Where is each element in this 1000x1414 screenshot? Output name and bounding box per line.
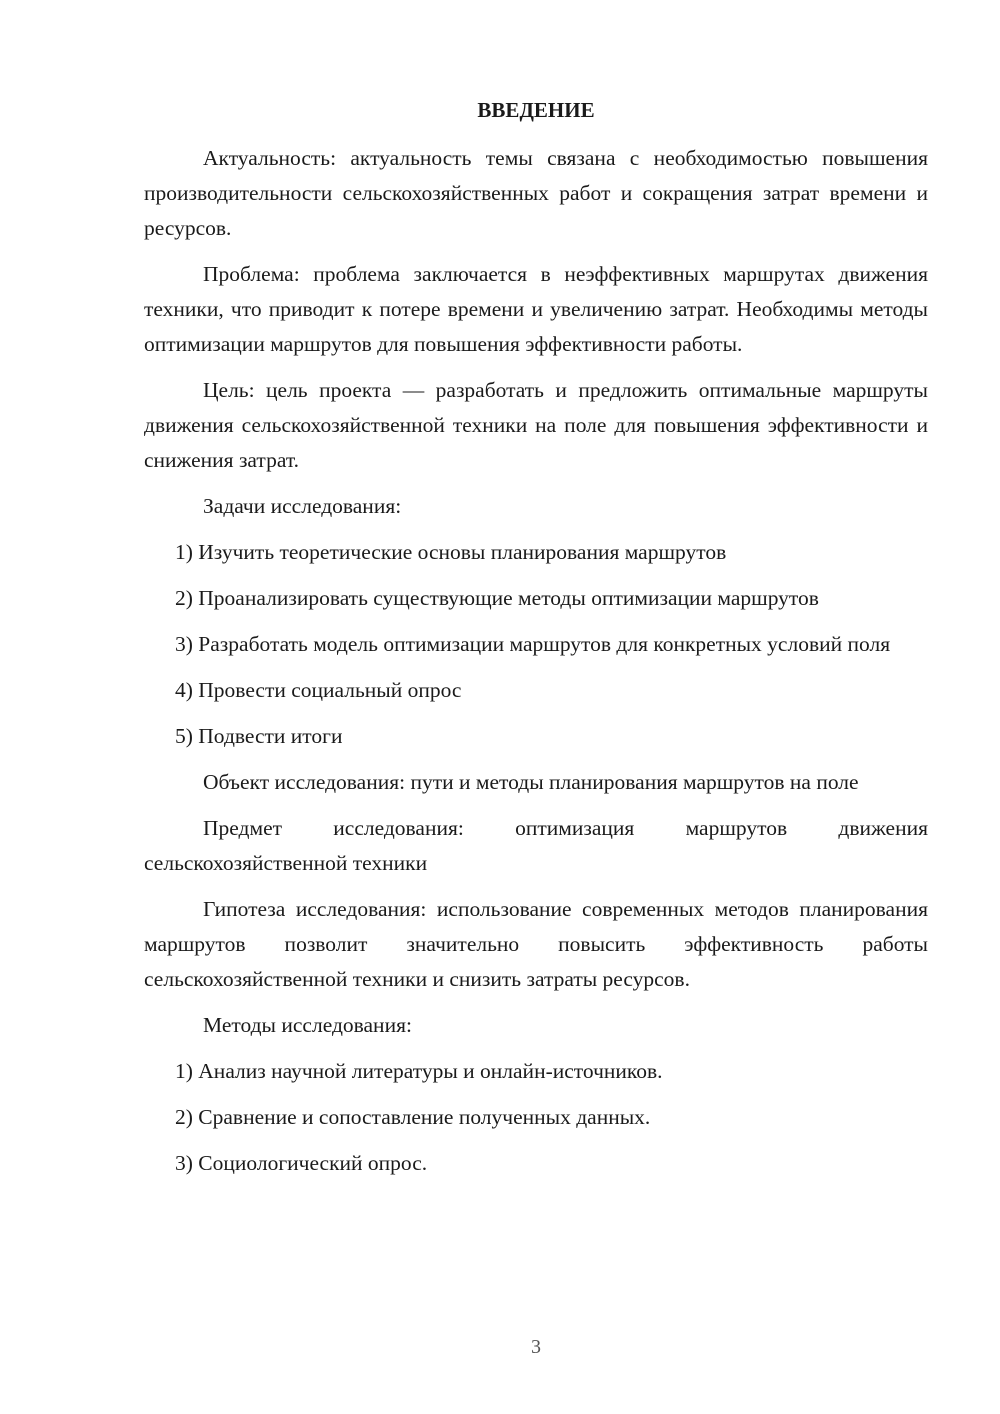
methods-heading: Методы исследования: <box>203 1013 412 1037</box>
page-title: ВВЕДЕНИЕ <box>477 98 595 122</box>
tasks-heading: Задачи исследования: <box>203 494 402 518</box>
page-content <box>144 93 928 1181</box>
method-item-2: 2) Сравнение и сопоставление полученных данных. <box>175 1105 651 1129</box>
task-item-4: 4) Провести социальный опрос <box>175 678 462 702</box>
object-paragraph: Объект исследования: пути и методы планирования маршрутов на поле <box>203 770 859 794</box>
relevance-paragraph: Актуальность: актуальность темы связана с необходимостью повышения производительности сельскохозяйственных работ и сокращения затрат времени и ресурсов. <box>144 146 928 240</box>
task-item-1: 1) Изучить теоретические основы планирования маршрутов <box>175 540 727 564</box>
page-number: 3 <box>531 1336 541 1358</box>
goal-paragraph: Цель: цель проекта — разработать и предложить оптимальные маршруты движения сельскохозяйственной техники на поле для повышения эффективности и снижения затрат. <box>144 378 928 472</box>
method-item-1: 1) Анализ научной литературы и онлайн-источников. <box>175 1059 663 1083</box>
method-item-3: 3) Социологический опрос. <box>175 1151 428 1175</box>
task-item-5: 5) Подвести итоги <box>175 724 343 748</box>
hypothesis-paragraph: Гипотеза исследования: использование современных методов планирования маршрутов позволит значительно повысить эффективность работы сельскохозяйственной техники и снизить затраты ресурсов. <box>144 897 928 991</box>
problem-paragraph: Проблема: проблема заключается в неэффективных маршрутах движения техники, что приводит к потере времени и увеличению затрат. Необходимы методы оптимизации маршрутов для повышения эффективности работы. <box>144 262 928 356</box>
task-item-3: 3) Разработать модель оптимизации маршрутов для конкретных условий поля <box>175 632 891 656</box>
task-item-2: 2) Проанализировать существующие методы оптимизации маршрутов <box>175 586 819 610</box>
subject-paragraph: Предмет исследования: оптимизация маршрутов движения сельскохозяйственной техники <box>144 816 928 875</box>
